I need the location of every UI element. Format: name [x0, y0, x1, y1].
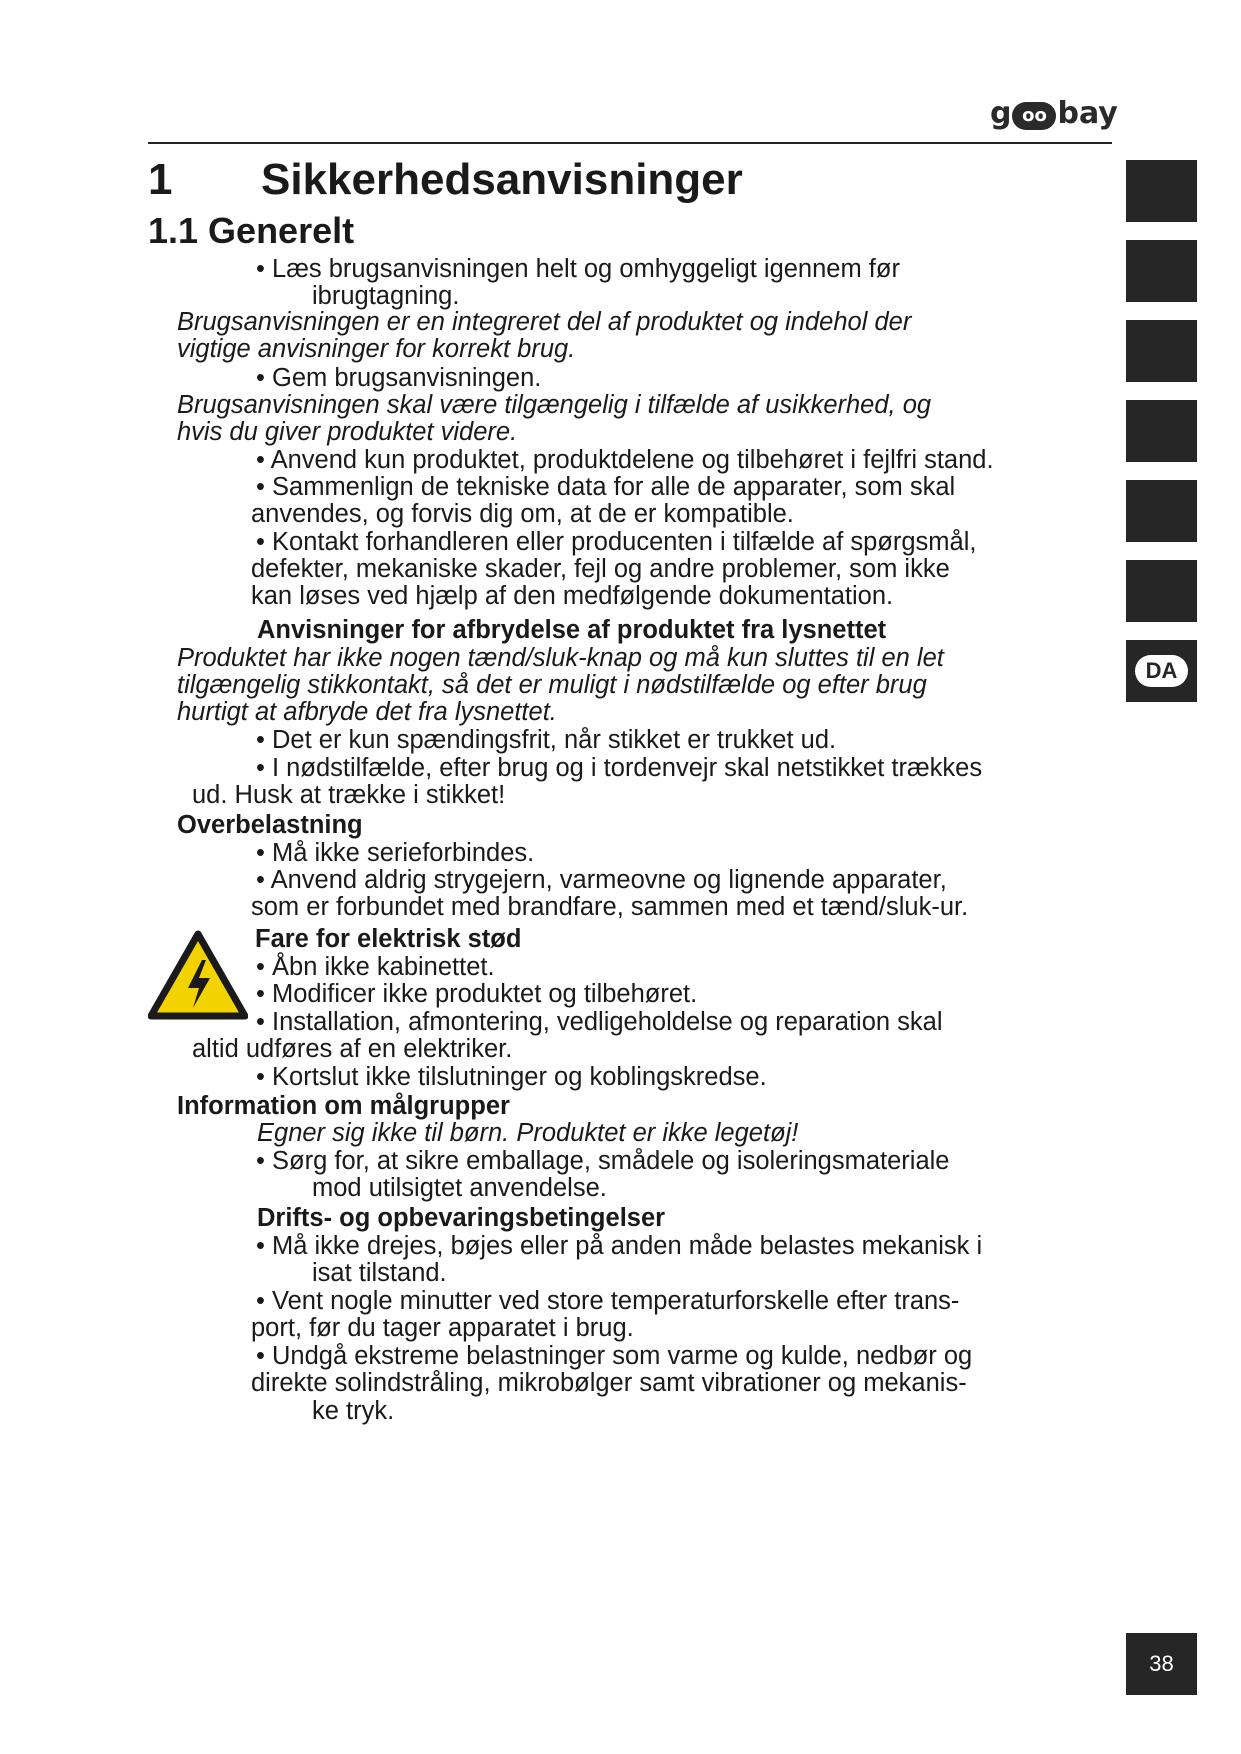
- bullet-line: • Installation, afmontering, vedligeholdelse og reparation skal: [256, 1008, 943, 1036]
- bullet-line: • Det er kun spændingsfrit, når stikket er trukket ud.: [256, 726, 837, 754]
- bullet-line: • I nødstilfælde, efter brug og i tordenvejr skal netstikket trækkes: [256, 754, 983, 782]
- bullet-line: • Modificer ikke produktet og tilbehøret.: [256, 980, 698, 1008]
- text-line: ud. Husk at trække i stikket!: [192, 781, 506, 809]
- text-line: vigtige anvisninger for korrekt brug.: [177, 335, 576, 363]
- goobay-logo: g oo bay: [990, 96, 1118, 131]
- bullet-line: • Anvend aldrig strygejern, varmeovne og lignende apparater,: [256, 866, 947, 894]
- bullet-line: • Kontakt forhandleren eller producenten i tilfælde af spørgsmål,: [256, 528, 977, 556]
- text-line: Produktet har ikke nogen tænd/sluk-knap og må kun sluttes til en let: [177, 644, 944, 672]
- language-label: DA: [1135, 655, 1188, 687]
- subsection-heading: Fare for elektrisk stød: [255, 925, 522, 953]
- language-tab: [1126, 400, 1197, 462]
- subsection-heading: Drifts- og opbevaringsbetingelser: [257, 1204, 666, 1232]
- bullet-line: • Må ikke drejes, bøjes eller på anden måde belastes mekanisk i: [256, 1232, 983, 1260]
- electric-hazard-icon: [148, 930, 248, 1020]
- text-line: isat tilstand.: [312, 1259, 447, 1287]
- bullet-line: • Sørg for, at sikre emballage, smådele og isoleringsmateriale: [256, 1147, 950, 1175]
- text-line: Egner sig ikke til børn. Produktet er ikke legetøj!: [257, 1119, 799, 1147]
- text-line: som er forbundet med brandfare, sammen med et tænd/sluk-ur.: [251, 893, 969, 921]
- subsection-heading: Anvisninger for afbrydelse af produktet fra lysnettet: [257, 616, 887, 644]
- bullet-line: • Åbn ikke kabinettet.: [256, 953, 495, 981]
- bullet-line: • Vent nogle minutter ved store temperaturforskelle efter trans-: [256, 1287, 960, 1315]
- language-tab: [1126, 240, 1197, 302]
- subsection-heading: Overbelastning: [177, 811, 363, 839]
- language-tab: [1126, 480, 1197, 542]
- bullet-line: • Undgå ekstreme belastninger som varme og kulde, nedbør og: [256, 1342, 973, 1370]
- text-line: hvis du giver produktet videre.: [177, 418, 518, 446]
- header-rule: [148, 142, 1112, 144]
- text-line: mod utilsigtet anvendelse.: [312, 1174, 607, 1202]
- text-line: defekter, mekaniske skader, fejl og andre problemer, som ikke: [251, 555, 950, 583]
- text-line: altid udføres af en elektriker.: [192, 1035, 513, 1063]
- language-tab: [1126, 320, 1197, 382]
- text-line: Brugsanvisningen er en integreret del af produktet og indehol der: [177, 308, 912, 336]
- text-line: tilgængelig stikkontakt, så det er muligt i nødstilfælde og efter brug: [177, 671, 927, 699]
- subsection-heading: Information om målgrupper: [177, 1092, 510, 1120]
- text-line: direkte solindstråling, mikrobølger samt vibrationer og mekanis-: [251, 1369, 967, 1397]
- bullet-line: • Anvend kun produktet, produktdelene og tilbehøret i fejlfri stand.: [256, 446, 994, 474]
- text-line: ibrugtagning.: [312, 282, 460, 310]
- language-tab: [1126, 560, 1197, 622]
- section-title: 1.1 Generelt: [148, 210, 355, 251]
- text-line: hurtigt at afbryde det fra lysnettet.: [177, 698, 557, 726]
- language-tab: [1126, 160, 1197, 222]
- page-title: 1 Sikkerhedsanvisninger: [148, 155, 743, 204]
- bullet-line: • Sammenlign de tekniske data for alle de apparater, som skal: [256, 473, 956, 501]
- text-line: kan løses ved hjælp af den medfølgende dokumentation.: [251, 582, 894, 610]
- bullet-line: • Kortslut ikke tilslutninger og koblingskredse.: [256, 1063, 767, 1091]
- text-line: port, før du tager apparatet i brug.: [251, 1314, 634, 1342]
- language-tab-da: [1126, 640, 1197, 702]
- text-line: ke tryk.: [312, 1397, 395, 1425]
- text-line: anvendes, og forvis dig om, at de er kompatible.: [251, 500, 794, 528]
- bullet-line: • Gem brugsanvisningen.: [256, 364, 542, 392]
- text-line: Brugsanvisningen skal være tilgængelig i tilfælde af usikkerhed, og: [177, 391, 932, 419]
- bullet-line: • Læs brugsanvisningen helt og omhyggeligt igennem før: [256, 255, 900, 283]
- bullet-line: • Må ikke serieforbindes.: [256, 839, 535, 867]
- page-number: 38: [1126, 1633, 1197, 1695]
